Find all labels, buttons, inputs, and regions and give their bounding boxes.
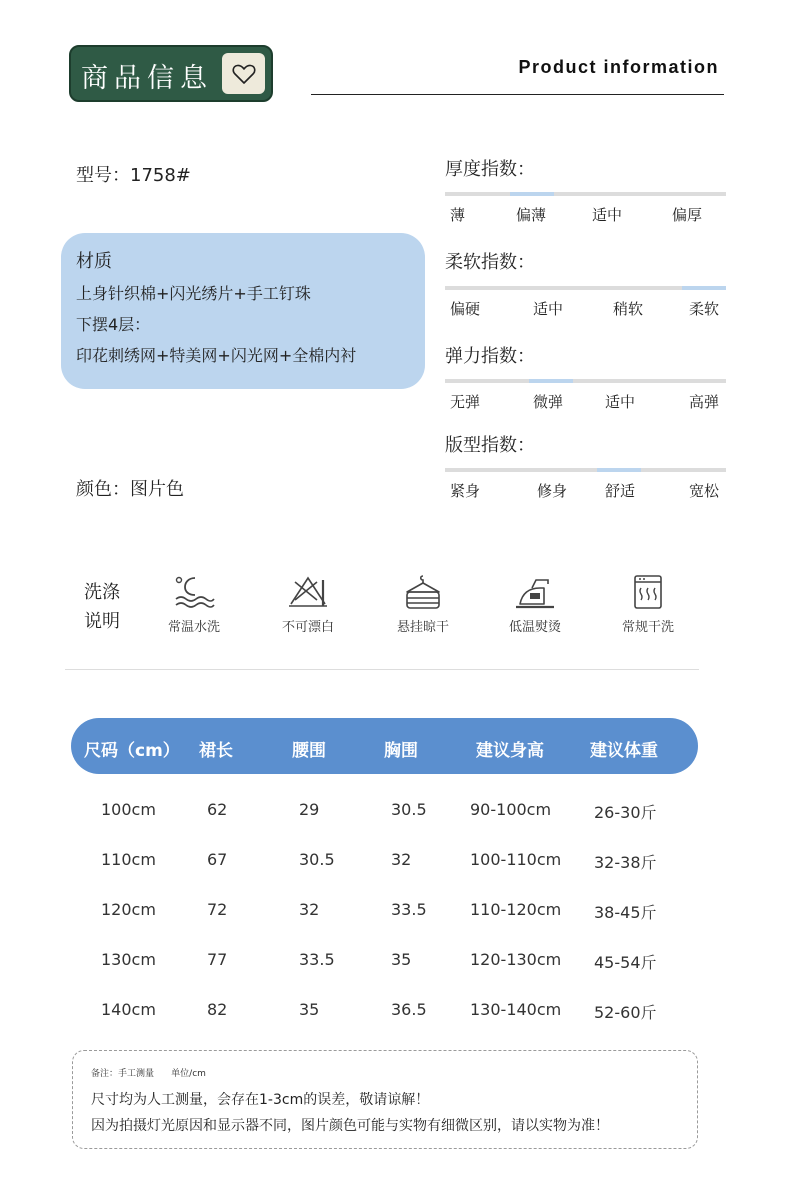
- color-info: 颜色：图片色: [76, 479, 184, 500]
- table-row: [0, 900, 790, 930]
- col-header-height: 建议身高: [476, 741, 544, 761]
- model-number: 型号：1758#: [76, 165, 191, 186]
- washing-label: 常规干洗: [621, 620, 674, 635]
- elasticity-index: [445, 342, 726, 411]
- heart-icon: [232, 63, 256, 85]
- table-cell: 33.5: [299, 950, 335, 969]
- table-cell: 110-120cm: [470, 900, 562, 919]
- table-cell: 26-30斤: [594, 803, 657, 822]
- table-cell: 100cm: [101, 800, 156, 819]
- index-title: 厚度指数：: [445, 159, 535, 180]
- index-label: 修身: [537, 482, 568, 500]
- col-header-length: 裙长: [199, 741, 233, 761]
- index-title: 弹力指数：: [445, 346, 535, 367]
- table-cell: 30.5: [391, 800, 427, 819]
- washing-title-line2: 说明: [84, 611, 120, 632]
- index-bar: [445, 286, 726, 290]
- table-cell: 77: [207, 950, 228, 969]
- table-cell: 29: [299, 800, 320, 819]
- index-label: 适中: [605, 393, 636, 411]
- note-line-2: 因为拍摄灯光原因和显示器不同，图片颜色可能与实物有细微区别，请以实物为准！: [91, 1118, 609, 1134]
- index-label: 偏硬: [450, 300, 481, 318]
- washing-label: 常温水洗: [167, 620, 220, 635]
- table-cell: 140cm: [101, 1000, 156, 1019]
- softness-index: [445, 248, 726, 318]
- index-label: 偏厚: [672, 206, 703, 224]
- table-cell: 32: [391, 850, 412, 869]
- section-subtitle: Product information: [518, 57, 719, 77]
- table-cell: 33.5: [391, 900, 427, 919]
- table-cell: 36.5: [391, 1000, 427, 1019]
- hang-dry-icon: [402, 574, 444, 610]
- index-marker: [510, 192, 554, 196]
- index-marker: [682, 286, 726, 290]
- fit-index: [445, 431, 726, 500]
- material-box: [61, 233, 425, 389]
- table-cell: 62: [207, 800, 228, 819]
- table-cell: 35: [391, 950, 412, 969]
- table-cell: 30.5: [299, 850, 335, 869]
- index-label: 薄: [450, 206, 466, 224]
- washing-item: [598, 574, 698, 635]
- heart-icon-box: [222, 53, 265, 94]
- size-table-header: [71, 718, 698, 774]
- col-header-size: 尺码（cm）: [84, 741, 180, 761]
- table-cell: 130cm: [101, 950, 156, 969]
- index-label: 适中: [533, 300, 564, 318]
- washing-label: 低温熨烫: [508, 620, 561, 635]
- washing-item: [485, 574, 585, 635]
- table-cell: 120-130cm: [470, 950, 562, 969]
- table-cell: 38-45斤: [594, 903, 657, 922]
- index-marker: [597, 468, 641, 472]
- table-cell: 52-60斤: [594, 1003, 657, 1022]
- table-cell: 130-140cm: [470, 1000, 562, 1019]
- washing-item: [258, 574, 358, 635]
- washing-label: 悬挂晾干: [396, 620, 449, 635]
- thickness-index: [445, 155, 726, 224]
- index-label: 高弹: [689, 393, 720, 411]
- note-box: [72, 1050, 698, 1149]
- washing-item: [373, 574, 473, 635]
- material-line-2: 下摆4层：: [76, 315, 151, 334]
- note-caption: 备注：手工测量 单位/cm: [91, 1069, 206, 1079]
- index-bar: [445, 379, 726, 383]
- index-label: 无弹: [450, 393, 481, 411]
- table-cell: 82: [207, 1000, 228, 1019]
- table-cell: 32: [299, 900, 320, 919]
- washing-item: [144, 574, 244, 635]
- col-header-waist: 腰围: [292, 741, 326, 761]
- washing-label: 不可漂白: [281, 620, 334, 635]
- table-cell: 110cm: [101, 850, 156, 869]
- section-title: 商品信息: [81, 63, 213, 94]
- index-title: 柔软指数：: [445, 252, 535, 273]
- table-cell: 35: [299, 1000, 320, 1019]
- index-marker: [529, 379, 573, 383]
- table-row: [0, 850, 790, 880]
- index-title: 版型指数：: [445, 435, 535, 456]
- col-header-chest: 胸围: [384, 741, 418, 761]
- wash-icon: [173, 574, 215, 610]
- table-row: [0, 950, 790, 980]
- table-cell: 90-100cm: [470, 800, 552, 819]
- index-label: 宽松: [689, 482, 720, 500]
- dry-clean-icon: [627, 574, 669, 610]
- table-row: [0, 800, 790, 830]
- table-cell: 100-110cm: [470, 850, 562, 869]
- iron-low-icon: [514, 574, 556, 610]
- no-bleach-icon: [287, 574, 329, 610]
- index-label: 微弹: [533, 393, 564, 411]
- section-divider: [65, 669, 699, 670]
- table-cell: 72: [207, 900, 228, 919]
- index-label: 稍软: [613, 300, 644, 318]
- table-row: [0, 1000, 790, 1030]
- note-line-1: 尺寸均为人工测量，会存在1-3cm的误差，敬请谅解！: [91, 1092, 430, 1108]
- section-title-badge: [69, 45, 273, 102]
- material-title: 材质: [76, 251, 112, 272]
- index-bar: [445, 192, 726, 196]
- table-cell: 67: [207, 850, 228, 869]
- index-label: 舒适: [605, 482, 636, 500]
- index-label: 偏薄: [516, 206, 547, 224]
- table-cell: 120cm: [101, 900, 156, 919]
- index-label: 适中: [592, 206, 623, 224]
- header-divider: [311, 94, 724, 95]
- washing-title-line1: 洗涤: [84, 582, 120, 603]
- material-line-3: 印花刺绣网+特美网+闪光网+全棉内衬: [76, 346, 357, 365]
- index-label: 紧身: [450, 482, 481, 500]
- index-label: 柔软: [689, 300, 720, 318]
- index-bar: [445, 468, 726, 472]
- col-header-weight: 建议体重: [590, 741, 658, 761]
- table-cell: 32-38斤: [594, 853, 657, 872]
- table-cell: 45-54斤: [594, 953, 657, 972]
- material-line-1: 上身针织棉+闪光绣片+手工钉珠: [76, 284, 311, 303]
